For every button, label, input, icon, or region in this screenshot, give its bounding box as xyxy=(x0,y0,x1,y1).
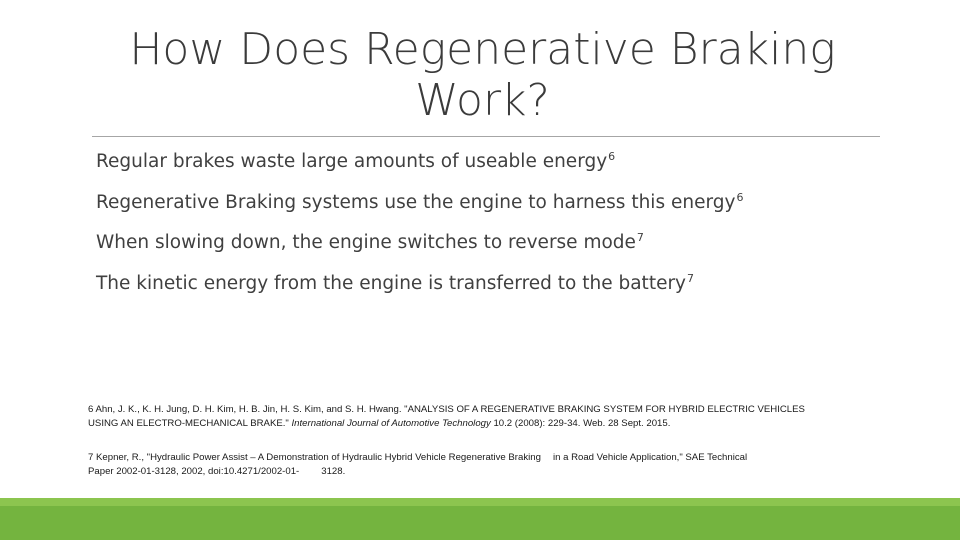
reference-6-line-2-end: 10.2 (2008): 229-34. Web. 28 Sept. 2015. xyxy=(493,418,671,429)
reference-7 xyxy=(88,451,868,479)
reference-6-journal: International Journal of Automotive Technology xyxy=(291,418,491,429)
reference-6 xyxy=(88,403,868,431)
citation-marker: 7 xyxy=(687,271,695,285)
title-divider xyxy=(92,136,880,137)
bullet-text: The kinetic energy from the engine is transferred to the battery xyxy=(96,272,687,294)
reference-7-line-2b: 3128. xyxy=(321,466,346,477)
bullet-text: Regenerative Braking systems use the engine to harness this energy xyxy=(96,191,736,213)
references xyxy=(88,403,868,499)
reference-7-line-1a: 7 Kepner, R., "Hydraulic Power Assist – A Demonstration of Hydraulic Hybrid Vehicle Regenerative Braking xyxy=(88,452,541,463)
footer-accent-bar-highlight xyxy=(0,498,960,506)
bullet-item xyxy=(96,150,916,174)
bullet-list xyxy=(96,150,916,312)
citation-marker: 6 xyxy=(608,150,616,163)
reference-6-line-1: 6 Ahn, J. K., K. H. Jung, D. H. Kim, H. B. Jin, H. S. Kim, and S. H. Hwang. "ANALYSIS OF A REGENERATIVE BRAKING SYSTEM FOR HYBRID ELECTRIC VEHICLES xyxy=(88,404,805,415)
bullet-text: Regular brakes waste large amounts of useable energy xyxy=(96,151,608,172)
bullet-text: When slowing down, the engine switches to reverse mode xyxy=(96,232,636,253)
reference-6-line-2-start: USING AN ELECTRO-MECHANICAL BRAKE." xyxy=(88,418,289,429)
slide-title xyxy=(0,24,960,126)
slide-title-line-1: How Does Regenerative Braking xyxy=(129,24,836,75)
bullet-item xyxy=(96,272,916,296)
citation-marker: 6 xyxy=(736,190,744,204)
bullet-item xyxy=(96,191,916,215)
citation-marker: 7 xyxy=(636,231,644,244)
bullet-item xyxy=(96,231,916,255)
reference-7-line-2a: Paper 2002-01-3128, 2002, doi:10.4271/2002-01- xyxy=(88,466,300,477)
slide-title-line-2: Work? xyxy=(415,75,550,126)
reference-7-line-1b: in a Road Vehicle Application," SAE Technical xyxy=(552,452,748,463)
